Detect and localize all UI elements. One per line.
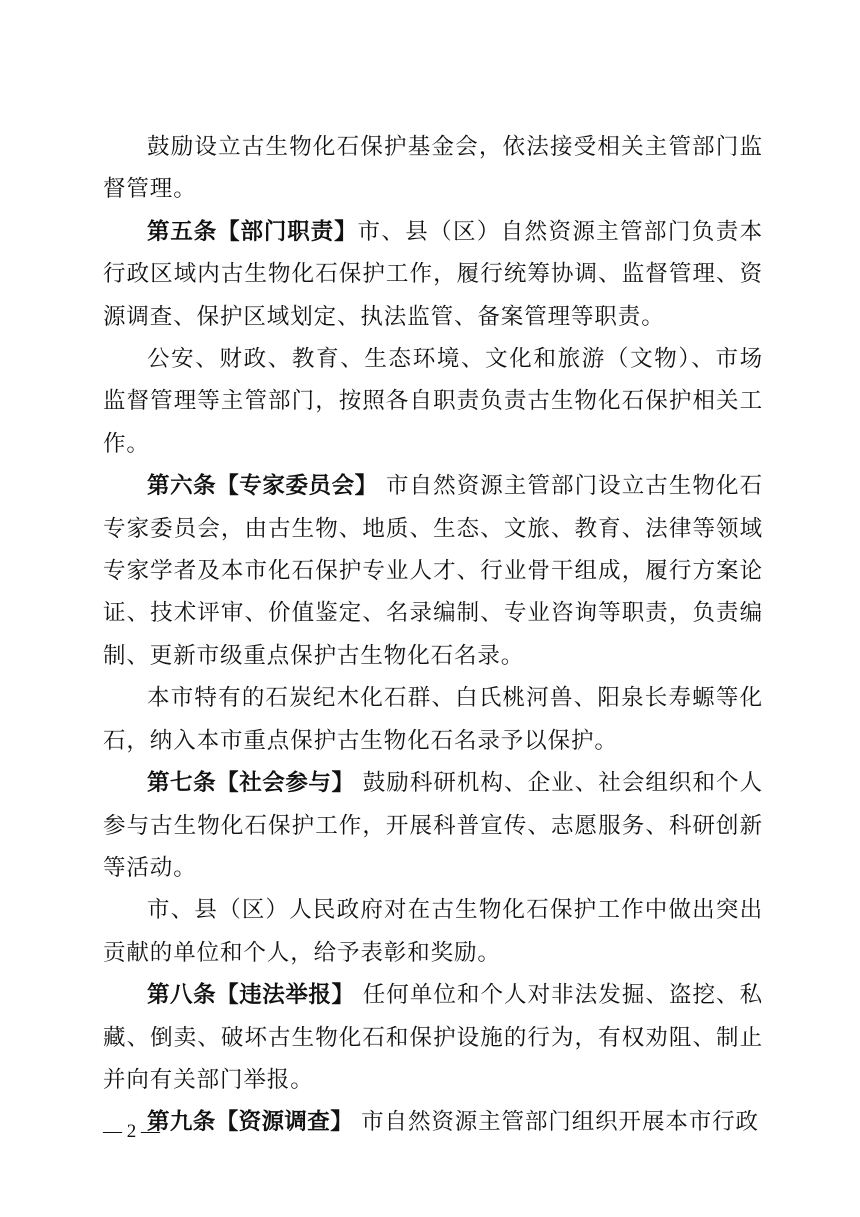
paragraph-text: 市自然资源主管部门设立古生物化石专家委员会，由古生物、地质、生态、文旅、教育、法律等领域专家学者及本市化石保护专业人才、行业骨干组成，履行方案论证、技术评审、价值鉴定、名录编制、专业咨询等职责，负责编制、更新市级重点保护古生物化石名录。	[103, 473, 763, 669]
paragraph-text: 任何单位和个人对非法发掘、盗挖、私藏、倒卖、破坏古生物化石和保护设施的行为，有权劝阻、制止并向有关部门举报。	[103, 982, 763, 1093]
paragraph-4	[103, 465, 763, 677]
paragraph-7	[103, 889, 763, 974]
article-heading: 第六条【专家委员会】	[147, 473, 378, 500]
paragraph-text: 鼓励科研机构、企业、社会组织和个人参与古生物化石保护工作，开展科普宣传、志愿服务、科研创新等活动。	[103, 770, 763, 881]
paragraph-1	[103, 126, 763, 211]
document-body	[103, 126, 763, 1144]
article-heading: 第九条【资源调查】	[147, 1109, 354, 1136]
article-heading: 第五条【部门职责】	[147, 218, 358, 245]
paragraph-8	[103, 974, 763, 1101]
paragraph-6	[103, 762, 763, 889]
paragraph-text: 公安、财政、教育、生态环境、文化和旅游（文物）、市场监督管理等主管部门，按照各自职责负责古生物化石保护相关工作。	[103, 346, 763, 457]
page-number: — 2 —	[103, 1121, 160, 1142]
paragraph-5	[103, 677, 763, 762]
paragraph-text: 鼓励设立古生物化石保护基金会，依法接受相关主管部门监督管理。	[103, 134, 763, 203]
paragraph-9	[103, 1101, 763, 1143]
article-heading: 第八条【违法举报】	[147, 982, 355, 1009]
paragraph-text: 市自然资源主管部门组织开展本市行政	[353, 1109, 759, 1136]
paragraph-text: 市、县（区）自然资源主管部门负责本行政区域内古生物化石保护工作，履行统筹协调、监督管理、资源调查、保护区域划定、执法监管、备案管理等职责。	[103, 218, 763, 330]
paragraph-2	[103, 211, 763, 338]
paragraph-text: 本市特有的石炭纪木化石群、白氏桃河兽、阳泉长寿螈等化石，纳入本市重点保护古生物化石名录予以保护。	[103, 685, 763, 754]
article-heading: 第七条【社会参与】	[147, 770, 355, 797]
paragraph-3	[103, 338, 763, 465]
paragraph-text: 市、县（区）人民政府对在古生物化石保护工作中做出突出贡献的单位和个人，给予表彰和奖励。	[103, 897, 763, 966]
